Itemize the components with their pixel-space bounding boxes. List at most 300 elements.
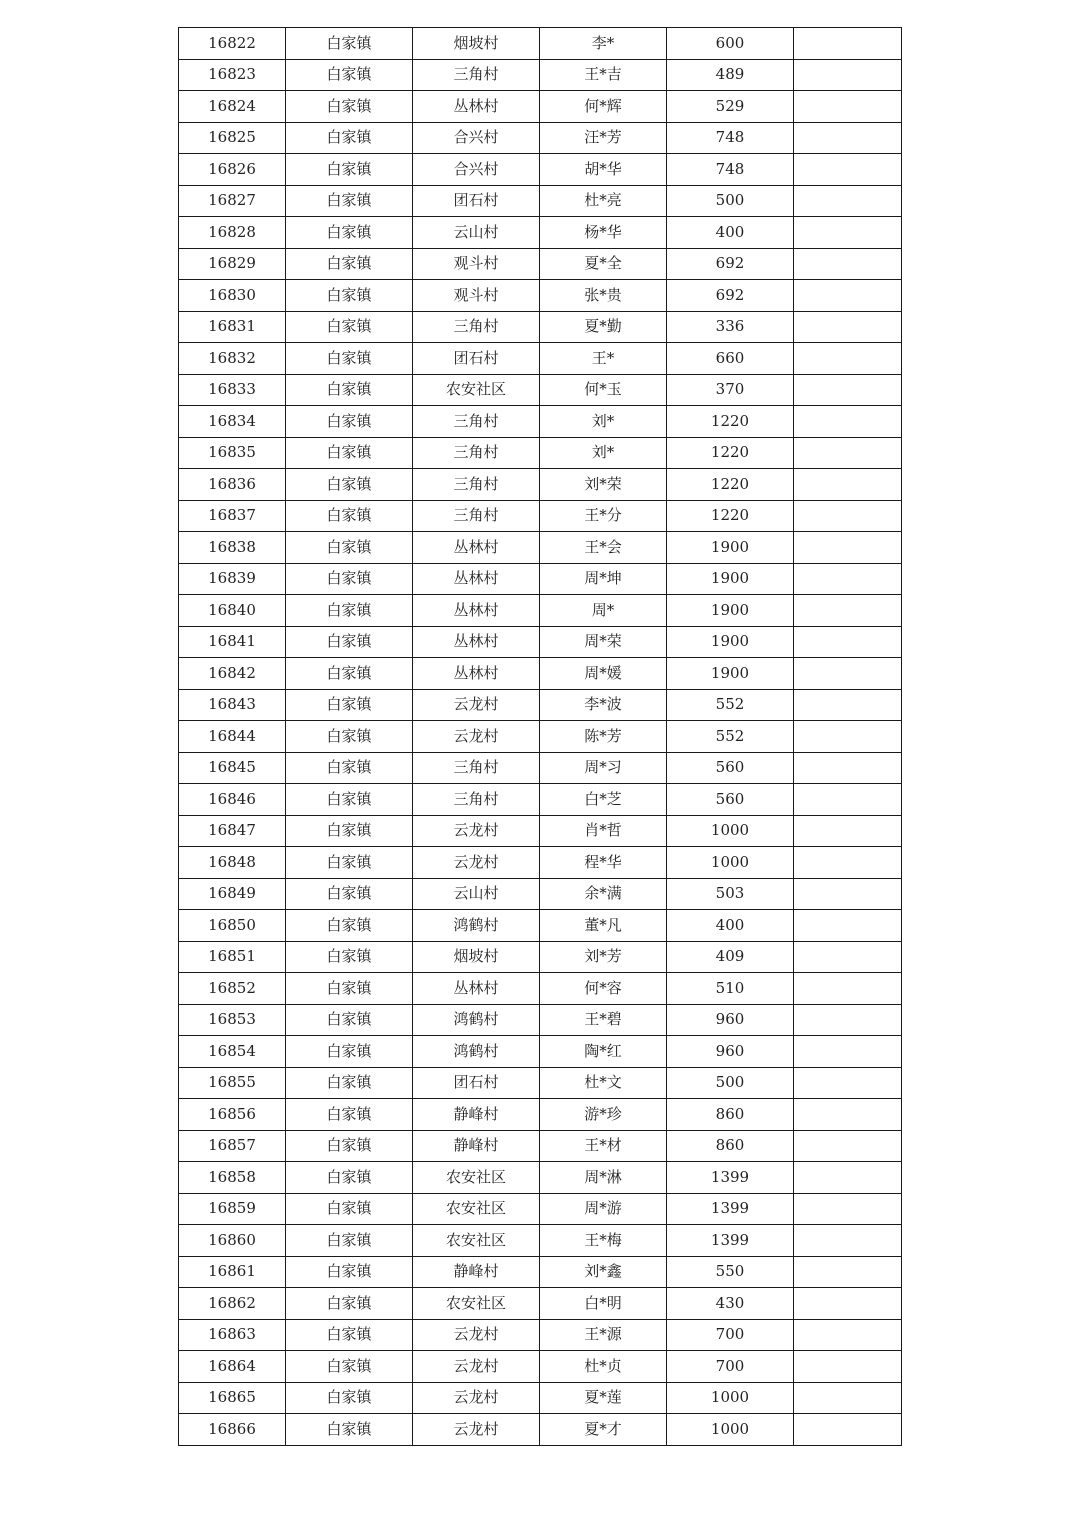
town-cell: 白家镇 <box>286 1351 413 1383</box>
person-name-cell: 胡*华 <box>540 154 667 186</box>
amount-cell: 1220 <box>667 406 794 438</box>
row-number-cell: 16836 <box>179 469 286 501</box>
town-cell: 白家镇 <box>286 815 413 847</box>
records-table <box>178 27 902 1446</box>
village-cell: 云龙村 <box>413 847 540 879</box>
row-number-cell: 16851 <box>179 941 286 973</box>
village-cell: 云龙村 <box>413 815 540 847</box>
amount-cell: 1220 <box>667 437 794 469</box>
note-cell <box>794 689 902 721</box>
table-row <box>179 500 902 532</box>
table-row <box>179 406 902 438</box>
person-name-cell: 李*波 <box>540 689 667 721</box>
row-number-cell: 16826 <box>179 154 286 186</box>
town-cell: 白家镇 <box>286 1414 413 1446</box>
row-number-cell: 16864 <box>179 1351 286 1383</box>
town-cell: 白家镇 <box>286 1382 413 1414</box>
person-name-cell: 夏*全 <box>540 248 667 280</box>
person-name-cell: 汪*芳 <box>540 122 667 154</box>
amount-cell: 700 <box>667 1319 794 1351</box>
amount-cell: 1399 <box>667 1193 794 1225</box>
village-cell: 农安社区 <box>413 1288 540 1320</box>
note-cell <box>794 878 902 910</box>
table-row <box>179 1225 902 1257</box>
table-row <box>179 154 902 186</box>
person-name-cell: 程*华 <box>540 847 667 879</box>
town-cell: 白家镇 <box>286 217 413 249</box>
person-name-cell: 王*梅 <box>540 1225 667 1257</box>
town-cell: 白家镇 <box>286 1099 413 1131</box>
row-number-cell: 16845 <box>179 752 286 784</box>
note-cell <box>794 563 902 595</box>
amount-cell: 748 <box>667 154 794 186</box>
table-row <box>179 878 902 910</box>
village-cell: 三角村 <box>413 752 540 784</box>
table-row <box>179 784 902 816</box>
village-cell: 农安社区 <box>413 1162 540 1194</box>
town-cell: 白家镇 <box>286 1288 413 1320</box>
table-row <box>179 626 902 658</box>
note-cell <box>794 1256 902 1288</box>
person-name-cell: 杜*贞 <box>540 1351 667 1383</box>
table-row <box>179 122 902 154</box>
amount-cell: 500 <box>667 185 794 217</box>
note-cell <box>794 469 902 501</box>
amount-cell: 1399 <box>667 1162 794 1194</box>
note-cell <box>794 122 902 154</box>
note-cell <box>794 847 902 879</box>
person-name-cell: 张*贵 <box>540 280 667 312</box>
note-cell <box>794 185 902 217</box>
amount-cell: 510 <box>667 973 794 1005</box>
amount-cell: 960 <box>667 1004 794 1036</box>
village-cell: 烟坡村 <box>413 941 540 973</box>
note-cell <box>794 154 902 186</box>
note-cell <box>794 1414 902 1446</box>
person-name-cell: 何*辉 <box>540 91 667 123</box>
person-name-cell: 王*分 <box>540 500 667 532</box>
note-cell <box>794 1225 902 1257</box>
table-row <box>179 1351 902 1383</box>
row-number-cell: 16862 <box>179 1288 286 1320</box>
table-row <box>179 280 902 312</box>
village-cell: 农安社区 <box>413 1193 540 1225</box>
amount-cell: 500 <box>667 1067 794 1099</box>
note-cell <box>794 1130 902 1162</box>
amount-cell: 860 <box>667 1099 794 1131</box>
note-cell <box>794 941 902 973</box>
town-cell: 白家镇 <box>286 1004 413 1036</box>
person-name-cell: 王*会 <box>540 532 667 564</box>
note-cell <box>794 1382 902 1414</box>
town-cell: 白家镇 <box>286 626 413 658</box>
note-cell <box>794 626 902 658</box>
amount-cell: 552 <box>667 721 794 753</box>
town-cell: 白家镇 <box>286 154 413 186</box>
amount-cell: 700 <box>667 1351 794 1383</box>
town-cell: 白家镇 <box>286 28 413 60</box>
note-cell <box>794 437 902 469</box>
village-cell: 农安社区 <box>413 1225 540 1257</box>
row-number-cell: 16835 <box>179 437 286 469</box>
town-cell: 白家镇 <box>286 689 413 721</box>
note-cell <box>794 343 902 375</box>
amount-cell: 560 <box>667 752 794 784</box>
amount-cell: 600 <box>667 28 794 60</box>
row-number-cell: 16861 <box>179 1256 286 1288</box>
table-row <box>179 752 902 784</box>
amount-cell: 1000 <box>667 847 794 879</box>
person-name-cell: 陶*红 <box>540 1036 667 1068</box>
village-cell: 丛林村 <box>413 973 540 1005</box>
village-cell: 云山村 <box>413 217 540 249</box>
row-number-cell: 16846 <box>179 784 286 816</box>
amount-cell: 660 <box>667 343 794 375</box>
table-row <box>179 469 902 501</box>
person-name-cell: 王*材 <box>540 1130 667 1162</box>
amount-cell: 503 <box>667 878 794 910</box>
amount-cell: 552 <box>667 689 794 721</box>
amount-cell: 529 <box>667 91 794 123</box>
note-cell <box>794 752 902 784</box>
village-cell: 云山村 <box>413 878 540 910</box>
amount-cell: 860 <box>667 1130 794 1162</box>
amount-cell: 1399 <box>667 1225 794 1257</box>
village-cell: 云龙村 <box>413 1414 540 1446</box>
table-row <box>179 1162 902 1194</box>
village-cell: 云龙村 <box>413 721 540 753</box>
row-number-cell: 16843 <box>179 689 286 721</box>
amount-cell: 1900 <box>667 532 794 564</box>
row-number-cell: 16847 <box>179 815 286 847</box>
town-cell: 白家镇 <box>286 311 413 343</box>
note-cell <box>794 248 902 280</box>
row-number-cell: 16866 <box>179 1414 286 1446</box>
note-cell <box>794 91 902 123</box>
town-cell: 白家镇 <box>286 658 413 690</box>
note-cell <box>794 973 902 1005</box>
village-cell: 合兴村 <box>413 122 540 154</box>
table-row <box>179 689 902 721</box>
note-cell <box>794 1162 902 1194</box>
town-cell: 白家镇 <box>286 973 413 1005</box>
person-name-cell: 周*媛 <box>540 658 667 690</box>
village-cell: 烟坡村 <box>413 28 540 60</box>
person-name-cell: 王* <box>540 343 667 375</box>
village-cell: 团石村 <box>413 185 540 217</box>
person-name-cell: 周*荣 <box>540 626 667 658</box>
town-cell: 白家镇 <box>286 847 413 879</box>
note-cell <box>794 1099 902 1131</box>
amount-cell: 1900 <box>667 563 794 595</box>
table-row <box>179 91 902 123</box>
village-cell: 观斗村 <box>413 248 540 280</box>
row-number-cell: 16850 <box>179 910 286 942</box>
town-cell: 白家镇 <box>286 406 413 438</box>
table-row <box>179 532 902 564</box>
note-cell <box>794 1319 902 1351</box>
table-row <box>179 941 902 973</box>
town-cell: 白家镇 <box>286 59 413 91</box>
table-row <box>179 1193 902 1225</box>
village-cell: 静峰村 <box>413 1256 540 1288</box>
town-cell: 白家镇 <box>286 752 413 784</box>
town-cell: 白家镇 <box>286 941 413 973</box>
amount-cell: 1000 <box>667 815 794 847</box>
row-number-cell: 16832 <box>179 343 286 375</box>
amount-cell: 960 <box>667 1036 794 1068</box>
row-number-cell: 16822 <box>179 28 286 60</box>
amount-cell: 400 <box>667 910 794 942</box>
person-name-cell: 肖*哲 <box>540 815 667 847</box>
village-cell: 丛林村 <box>413 658 540 690</box>
person-name-cell: 刘* <box>540 406 667 438</box>
row-number-cell: 16860 <box>179 1225 286 1257</box>
row-number-cell: 16844 <box>179 721 286 753</box>
village-cell: 三角村 <box>413 406 540 438</box>
amount-cell: 550 <box>667 1256 794 1288</box>
village-cell: 三角村 <box>413 469 540 501</box>
town-cell: 白家镇 <box>286 721 413 753</box>
village-cell: 三角村 <box>413 59 540 91</box>
amount-cell: 1000 <box>667 1382 794 1414</box>
note-cell <box>794 1288 902 1320</box>
note-cell <box>794 311 902 343</box>
amount-cell: 336 <box>667 311 794 343</box>
note-cell <box>794 280 902 312</box>
amount-cell: 692 <box>667 280 794 312</box>
village-cell: 三角村 <box>413 311 540 343</box>
town-cell: 白家镇 <box>286 500 413 532</box>
village-cell: 团石村 <box>413 1067 540 1099</box>
table-row <box>179 1382 902 1414</box>
town-cell: 白家镇 <box>286 1256 413 1288</box>
town-cell: 白家镇 <box>286 122 413 154</box>
row-number-cell: 16837 <box>179 500 286 532</box>
town-cell: 白家镇 <box>286 1225 413 1257</box>
person-name-cell: 杨*华 <box>540 217 667 249</box>
town-cell: 白家镇 <box>286 1162 413 1194</box>
village-cell: 云龙村 <box>413 1351 540 1383</box>
village-cell: 云龙村 <box>413 689 540 721</box>
note-cell <box>794 784 902 816</box>
table-row <box>179 815 902 847</box>
table-row <box>179 217 902 249</box>
village-cell: 三角村 <box>413 437 540 469</box>
village-cell: 丛林村 <box>413 563 540 595</box>
amount-cell: 489 <box>667 59 794 91</box>
amount-cell: 1220 <box>667 500 794 532</box>
amount-cell: 370 <box>667 374 794 406</box>
person-name-cell: 白*明 <box>540 1288 667 1320</box>
row-number-cell: 16827 <box>179 185 286 217</box>
person-name-cell: 董*凡 <box>540 910 667 942</box>
table-row <box>179 437 902 469</box>
records-table-container <box>178 27 895 1446</box>
village-cell: 三角村 <box>413 500 540 532</box>
row-number-cell: 16863 <box>179 1319 286 1351</box>
row-number-cell: 16830 <box>179 280 286 312</box>
table-row <box>179 248 902 280</box>
amount-cell: 1900 <box>667 626 794 658</box>
town-cell: 白家镇 <box>286 784 413 816</box>
village-cell: 鸿鹤村 <box>413 910 540 942</box>
row-number-cell: 16856 <box>179 1099 286 1131</box>
table-row <box>179 721 902 753</box>
person-name-cell: 夏*莲 <box>540 1382 667 1414</box>
table-row <box>179 59 902 91</box>
row-number-cell: 16833 <box>179 374 286 406</box>
person-name-cell: 刘* <box>540 437 667 469</box>
note-cell <box>794 1004 902 1036</box>
row-number-cell: 16834 <box>179 406 286 438</box>
person-name-cell: 刘*芳 <box>540 941 667 973</box>
town-cell: 白家镇 <box>286 248 413 280</box>
table-row <box>179 28 902 60</box>
row-number-cell: 16823 <box>179 59 286 91</box>
village-cell: 农安社区 <box>413 374 540 406</box>
person-name-cell: 夏*勤 <box>540 311 667 343</box>
table-row <box>179 311 902 343</box>
town-cell: 白家镇 <box>286 437 413 469</box>
village-cell: 观斗村 <box>413 280 540 312</box>
table-row <box>179 595 902 627</box>
town-cell: 白家镇 <box>286 532 413 564</box>
village-cell: 丛林村 <box>413 91 540 123</box>
person-name-cell: 周*习 <box>540 752 667 784</box>
row-number-cell: 16825 <box>179 122 286 154</box>
village-cell: 三角村 <box>413 784 540 816</box>
person-name-cell: 周*坤 <box>540 563 667 595</box>
person-name-cell: 李* <box>540 28 667 60</box>
town-cell: 白家镇 <box>286 595 413 627</box>
row-number-cell: 16824 <box>179 91 286 123</box>
row-number-cell: 16829 <box>179 248 286 280</box>
town-cell: 白家镇 <box>286 563 413 595</box>
amount-cell: 409 <box>667 941 794 973</box>
village-cell: 丛林村 <box>413 532 540 564</box>
person-name-cell: 周*淋 <box>540 1162 667 1194</box>
row-number-cell: 16849 <box>179 878 286 910</box>
person-name-cell: 杜*文 <box>540 1067 667 1099</box>
person-name-cell: 王*吉 <box>540 59 667 91</box>
town-cell: 白家镇 <box>286 910 413 942</box>
row-number-cell: 16842 <box>179 658 286 690</box>
town-cell: 白家镇 <box>286 1067 413 1099</box>
table-row <box>179 1004 902 1036</box>
note-cell <box>794 406 902 438</box>
town-cell: 白家镇 <box>286 469 413 501</box>
amount-cell: 1900 <box>667 658 794 690</box>
amount-cell: 748 <box>667 122 794 154</box>
table-row <box>179 374 902 406</box>
person-name-cell: 夏*才 <box>540 1414 667 1446</box>
row-number-cell: 16854 <box>179 1036 286 1068</box>
records-table-body <box>179 28 902 1446</box>
row-number-cell: 16848 <box>179 847 286 879</box>
amount-cell: 1900 <box>667 595 794 627</box>
village-cell: 丛林村 <box>413 626 540 658</box>
amount-cell: 430 <box>667 1288 794 1320</box>
note-cell <box>794 59 902 91</box>
note-cell <box>794 500 902 532</box>
note-cell <box>794 910 902 942</box>
table-row <box>179 847 902 879</box>
person-name-cell: 周*游 <box>540 1193 667 1225</box>
row-number-cell: 16839 <box>179 563 286 595</box>
row-number-cell: 16852 <box>179 973 286 1005</box>
row-number-cell: 16838 <box>179 532 286 564</box>
village-cell: 静峰村 <box>413 1099 540 1131</box>
note-cell <box>794 1193 902 1225</box>
row-number-cell: 16831 <box>179 311 286 343</box>
note-cell <box>794 815 902 847</box>
person-name-cell: 何*玉 <box>540 374 667 406</box>
table-row <box>179 1036 902 1068</box>
town-cell: 白家镇 <box>286 878 413 910</box>
person-name-cell: 王*源 <box>540 1319 667 1351</box>
village-cell: 静峰村 <box>413 1130 540 1162</box>
table-row <box>179 1288 902 1320</box>
table-row <box>179 1256 902 1288</box>
person-name-cell: 陈*芳 <box>540 721 667 753</box>
town-cell: 白家镇 <box>286 1193 413 1225</box>
town-cell: 白家镇 <box>286 343 413 375</box>
table-row <box>179 658 902 690</box>
village-cell: 团石村 <box>413 343 540 375</box>
table-row <box>179 1099 902 1131</box>
town-cell: 白家镇 <box>286 185 413 217</box>
person-name-cell: 刘*荣 <box>540 469 667 501</box>
town-cell: 白家镇 <box>286 1036 413 1068</box>
table-row <box>179 1130 902 1162</box>
person-name-cell: 何*容 <box>540 973 667 1005</box>
note-cell <box>794 532 902 564</box>
amount-cell: 400 <box>667 217 794 249</box>
row-number-cell: 16840 <box>179 595 286 627</box>
row-number-cell: 16858 <box>179 1162 286 1194</box>
village-cell: 鸿鹤村 <box>413 1036 540 1068</box>
town-cell: 白家镇 <box>286 1319 413 1351</box>
person-name-cell: 余*满 <box>540 878 667 910</box>
town-cell: 白家镇 <box>286 280 413 312</box>
table-row <box>179 1319 902 1351</box>
row-number-cell: 16853 <box>179 1004 286 1036</box>
row-number-cell: 16855 <box>179 1067 286 1099</box>
person-name-cell: 白*芝 <box>540 784 667 816</box>
note-cell <box>794 1036 902 1068</box>
note-cell <box>794 595 902 627</box>
person-name-cell: 刘*鑫 <box>540 1256 667 1288</box>
amount-cell: 560 <box>667 784 794 816</box>
row-number-cell: 16828 <box>179 217 286 249</box>
note-cell <box>794 374 902 406</box>
table-row <box>179 1414 902 1446</box>
table-row <box>179 563 902 595</box>
table-row <box>179 185 902 217</box>
table-row <box>179 973 902 1005</box>
row-number-cell: 16857 <box>179 1130 286 1162</box>
row-number-cell: 16865 <box>179 1382 286 1414</box>
note-cell <box>794 28 902 60</box>
note-cell <box>794 1351 902 1383</box>
person-name-cell: 杜*亮 <box>540 185 667 217</box>
town-cell: 白家镇 <box>286 374 413 406</box>
table-row <box>179 1067 902 1099</box>
amount-cell: 692 <box>667 248 794 280</box>
note-cell <box>794 721 902 753</box>
note-cell <box>794 1067 902 1099</box>
